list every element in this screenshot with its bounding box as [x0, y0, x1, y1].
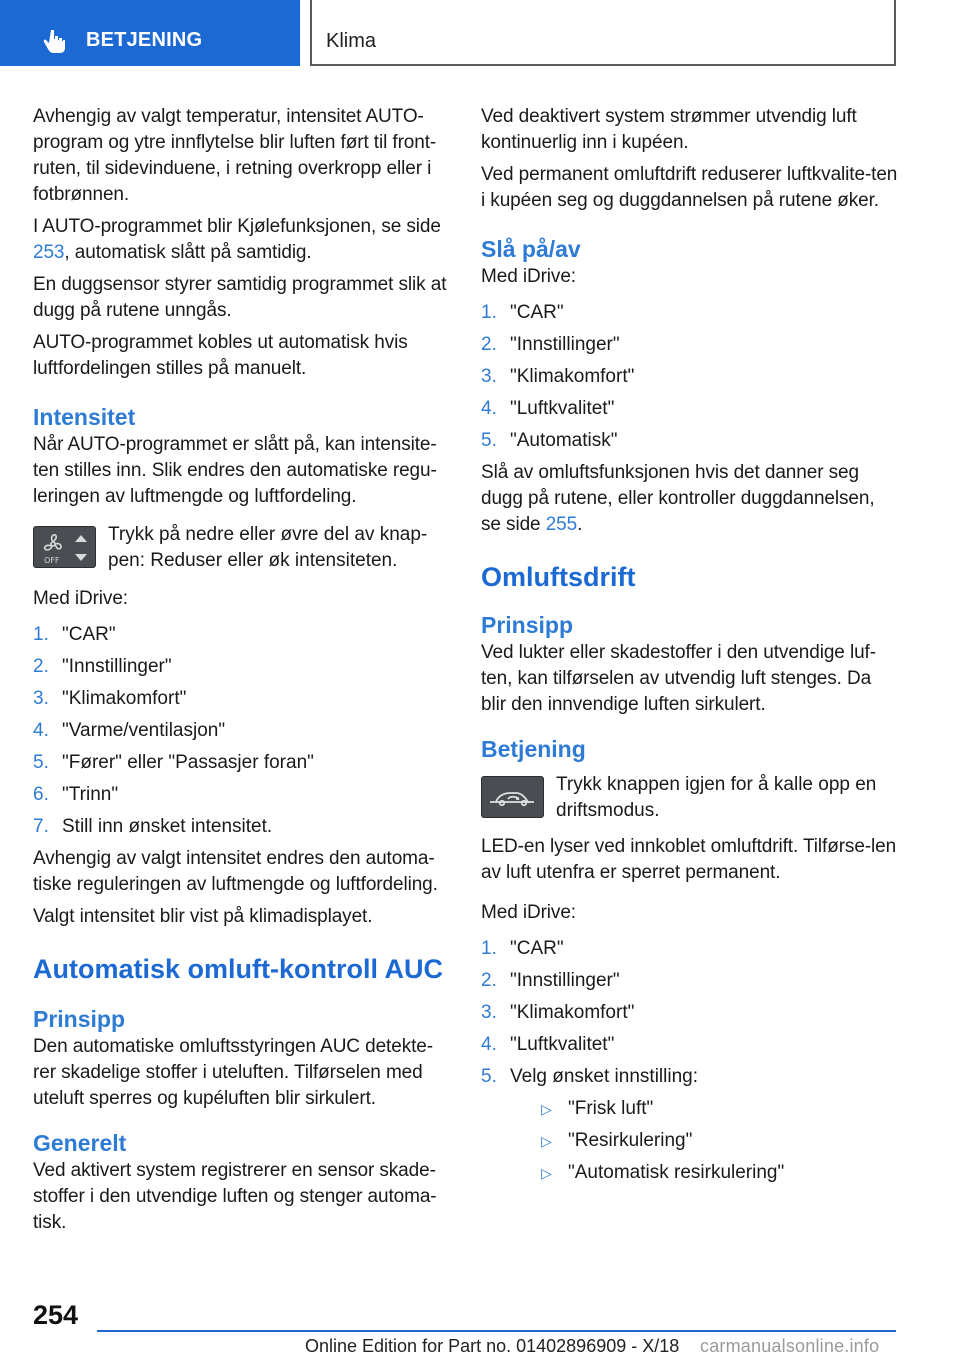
list-item [481, 364, 899, 390]
step-text: "Innstillinger" [62, 656, 172, 677]
step-list [481, 936, 899, 1186]
chapter-title: Klima [326, 30, 377, 52]
list-item [481, 332, 899, 358]
step-number: 5. [481, 1066, 497, 1087]
triangle-bullet-icon: ▷ [541, 1133, 552, 1149]
heading-intensitet: Intensitet [33, 404, 136, 430]
step-text: "Klimakomfort" [62, 688, 187, 709]
paragraph: En duggsensor styrer samtidig programmet slik at dugg på rutene unngås. [33, 274, 447, 321]
paragraph: Valgt intensitet blir vist på klimadisplayet. [33, 906, 373, 927]
step-number: 2. [481, 970, 497, 991]
step-text: "Trinn" [62, 784, 119, 805]
footer-rule [97, 1330, 896, 1332]
paragraph: Avhengig av valgt temperatur, intensitet AUTO-program og ytre innflytelse blir luften ført til front-ruten, til sidevinduene, i retning overkropp eller i fotbrønnen. [33, 106, 437, 205]
step-number: 1. [481, 302, 497, 323]
hand-pointer-icon [40, 27, 68, 55]
step-number: 7. [33, 816, 49, 837]
step-text: "Klimakomfort" [510, 366, 635, 387]
step-list [33, 622, 451, 840]
step-number: 4. [481, 398, 497, 419]
section-title: BETJENING [86, 29, 203, 51]
instruction-text: Trykk knappen igjen for å kalle opp en driftsmodus. [556, 774, 877, 821]
paragraph: Når AUTO-programmet er slått på, kan intensite-ten stilles inn. Slik endres den automatiske regu-leringen av luftmengde og luftfordeling. [33, 434, 437, 507]
step-number: 2. [481, 334, 497, 355]
step-number: 3. [33, 688, 49, 709]
step-number: 1. [33, 624, 49, 645]
sub-item-text: "Automatisk resirkulering" [568, 1162, 785, 1183]
list-item [33, 782, 451, 808]
paragraph: Ved aktivert system registrerer en sensor skade-stoffer i den utvendige luften og stenger automa-tisk. [33, 1160, 437, 1233]
heading-slaa-paa-av: Slå på/av [481, 236, 581, 262]
heading-omluftsdrift: Omluftsdrift [481, 562, 636, 592]
step-number: 5. [481, 430, 497, 451]
list-item [481, 1064, 899, 1186]
sub-item-text: "Resirkulering" [568, 1130, 693, 1151]
step-number: 5. [33, 752, 49, 773]
step-text: "Klimakomfort" [510, 1002, 635, 1023]
list-item [33, 750, 451, 776]
left-column [33, 104, 451, 1242]
step-text: "Luftkvalitet" [510, 398, 615, 419]
fan-intensity-button-icon [33, 526, 96, 568]
step-number: 6. [33, 784, 49, 805]
step-number: 3. [481, 366, 497, 387]
triangle-bullet-icon: ▷ [541, 1165, 552, 1181]
step-text: "CAR" [510, 938, 564, 959]
sub-list-item [539, 1128, 899, 1154]
paragraph: Ved permanent omluftdrift reduserer luftkvalite-ten i kupéen seg og duggdannelsen på rutene øker. [481, 164, 898, 211]
svg-text:OFF: OFF [44, 556, 60, 565]
paragraph: Ved lukter eller skadestoffer i den utvendige luf-ten, kan tilførselen av utvendig luft stenges. Da blir den innvendige luften sirkulert. [481, 642, 876, 715]
list-item [481, 300, 899, 326]
step-text: Still inn ønsket intensitet. [62, 816, 273, 837]
triangle-bullet-icon: ▷ [541, 1101, 552, 1117]
list-item [481, 936, 899, 962]
paragraph: Avhengig av valgt intensitet endres den automa-tiske reguleringen av luftmengde og luftfordeling. [33, 848, 438, 895]
section-tab [0, 0, 300, 66]
step-text: "Automatisk" [510, 430, 618, 451]
paragraph: LED-en lyser ved innkoblet omluftdrift. Tilførse-len av luft utenfra er sperret permanent. [481, 836, 897, 883]
list-item [33, 622, 451, 648]
paragraph-text: , automatisk slått på samtidig. [64, 242, 312, 263]
step-number: 2. [33, 656, 49, 677]
step-list [481, 300, 899, 454]
list-item [33, 686, 451, 712]
heading-prinsipp: Prinsipp [481, 612, 574, 638]
heading-prinsipp: Prinsipp [33, 1006, 126, 1032]
instruction-text: Trykk på nedre eller øvre del av knap-pen: Reduser eller øk intensiteten. [108, 524, 428, 571]
page-link[interactable]: 253 [33, 242, 65, 263]
step-text: "Innstillinger" [510, 970, 620, 991]
paragraph-text: . [577, 514, 583, 535]
sub-list-item [539, 1096, 899, 1122]
right-column [481, 104, 899, 1192]
idrive-label: Med iDrive: [33, 588, 128, 609]
recirculation-button-icon [481, 776, 544, 818]
paragraph: Den automatiske omluftsstyringen AUC detekte-rer skadelige stoffer i uteluften. Tilførselen med uteluft sperres og kupéluften blir sirkulert. [33, 1036, 433, 1109]
sub-list-item [539, 1160, 899, 1186]
watermark: carmanualsonline.info [700, 1336, 880, 1356]
idrive-label: Med iDrive: [481, 266, 576, 287]
idrive-label: Med iDrive: [481, 902, 576, 923]
paragraph-text: I AUTO-programmet blir Kjølefunksjonen, se side [33, 216, 441, 237]
list-item [481, 428, 899, 454]
step-text: "Luftkvalitet" [510, 1034, 615, 1055]
heading-generelt: Generelt [33, 1130, 127, 1156]
list-item [33, 814, 451, 840]
list-item [33, 654, 451, 680]
step-text: Velg ønsket innstilling: [510, 1066, 698, 1087]
paragraph: AUTO-programmet kobles ut automatisk hvis luftfordelingen stilles på manuelt. [33, 332, 408, 379]
list-item [481, 1000, 899, 1026]
list-item [481, 1032, 899, 1058]
heading-auc: Automatisk omluft-kontroll AUC [33, 954, 443, 984]
page-link[interactable]: 255 [545, 514, 578, 535]
step-number: 4. [33, 720, 49, 741]
paragraph [481, 460, 899, 538]
instruction-row [481, 772, 899, 824]
chapter-box [310, 0, 896, 66]
step-text: "Innstillinger" [510, 334, 620, 355]
list-item [481, 396, 899, 422]
instruction-row [33, 522, 451, 574]
page-number: 254 [33, 1300, 79, 1330]
step-number: 3. [481, 1002, 497, 1023]
step-text: "Varme/ventilasjon" [62, 720, 226, 741]
step-number: 1. [481, 938, 497, 959]
paragraph-text: Slå av omluftsfunksjonen hvis det danner seg dugg på rutene, eller kontroller duggdannelsen, se side [481, 462, 875, 535]
edition-text: Online Edition for Part no. 01402896909 - X/18 [305, 1336, 680, 1356]
sub-list [510, 1096, 899, 1186]
paragraph: Ved deaktivert system strømmer utvendig luft kontinuerlig inn i kupéen. [481, 106, 857, 153]
step-text: "Fører" eller "Passasjer foran" [62, 752, 314, 773]
step-number: 4. [481, 1034, 497, 1055]
list-item [481, 968, 899, 994]
list-item [33, 718, 451, 744]
paragraph [33, 214, 451, 266]
step-text: "CAR" [62, 624, 116, 645]
step-text: "CAR" [510, 302, 564, 323]
sub-item-text: "Frisk luft" [568, 1098, 654, 1119]
heading-betjening: Betjening [481, 736, 586, 762]
